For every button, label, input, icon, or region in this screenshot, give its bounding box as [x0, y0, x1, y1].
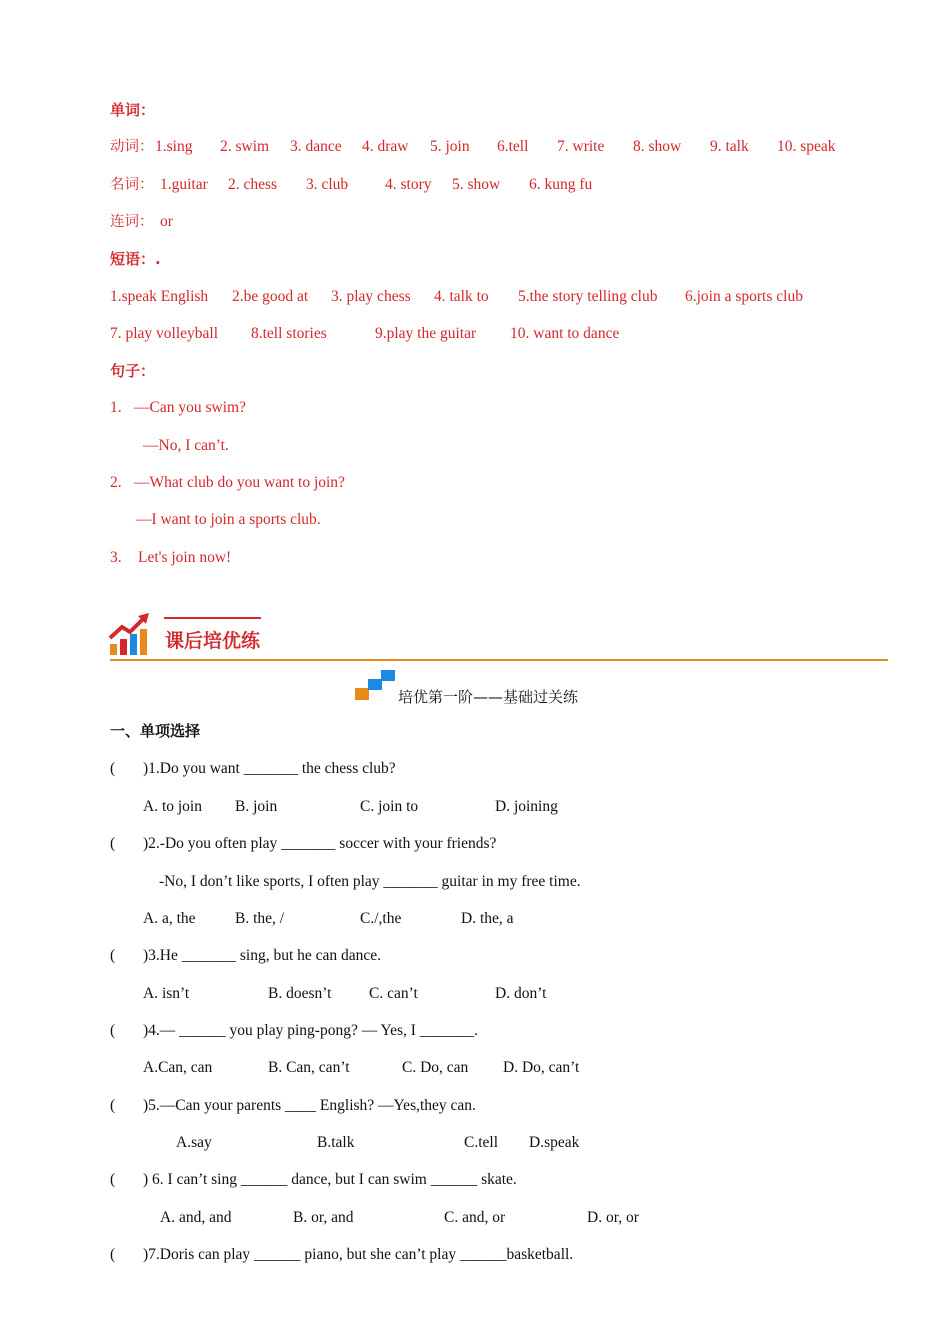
answer-paren: (	[110, 835, 116, 852]
question-text: )1.Do you want _______ the chess club?	[143, 760, 396, 777]
conj-item: or	[160, 213, 173, 230]
sentence-number: 2.	[110, 474, 122, 491]
verb-item: 1.sing	[155, 138, 193, 155]
answer-paren: (	[110, 1022, 116, 1039]
option: B. doesn’t	[268, 985, 332, 1002]
option: B. join	[235, 798, 278, 815]
option: D. joining	[495, 798, 558, 815]
verb-item: 6.tell	[497, 138, 529, 155]
sentence-number: 1.	[110, 399, 122, 416]
phrase-item: 3. play chess	[331, 288, 411, 305]
option: A. a, the	[143, 910, 196, 927]
chart-growth-icon	[108, 612, 152, 656]
question-text: )2.-Do you often play _______ soccer with your friends?	[143, 835, 497, 852]
answer-paren: (	[110, 760, 116, 777]
option: C.tell	[464, 1134, 499, 1151]
sentence-line: —What club do you want to join?	[134, 474, 345, 491]
verb-item: 10. speak	[777, 138, 836, 155]
question-text: )4.— ______ you play ping-pong? — Yes, I _______.	[143, 1022, 478, 1039]
phrase-item: 8.tell stories	[251, 325, 327, 342]
verb-item: 9. talk	[710, 138, 749, 155]
option: A. isn’t	[143, 985, 190, 1002]
section-title: 课后培优练	[165, 630, 261, 652]
phrase-item: 9.play the guitar	[375, 325, 477, 342]
sentence-line: —I want to join a sports club.	[136, 511, 321, 528]
sentence-line: —No, I can’t.	[143, 437, 229, 454]
option: D. Do, can’t	[503, 1059, 580, 1076]
sentence-number: 3.	[110, 549, 122, 566]
stairs-icon	[354, 670, 396, 704]
phrase-item: 4. talk to	[434, 288, 489, 305]
verb-item: 7. write	[557, 138, 605, 155]
verb-item: 5. join	[430, 138, 470, 155]
section-rule	[110, 659, 888, 661]
option: A. and, and	[160, 1209, 232, 1226]
conj-label: 连词：	[110, 214, 154, 230]
option: B.talk	[317, 1134, 355, 1151]
verbs-label: 动词：	[110, 139, 154, 155]
vocab-heading: 单词：	[110, 101, 156, 119]
option: D.speak	[529, 1134, 580, 1151]
sentence-line: —Can you swim?	[134, 399, 246, 416]
noun-item: 5. show	[452, 176, 501, 193]
noun-item: 1.guitar	[160, 176, 208, 193]
noun-item: 2. chess	[228, 176, 278, 193]
question-text: )5.—Can your parents ____ English? —Yes,they can.	[143, 1097, 476, 1114]
nouns-label: 名词：	[110, 177, 154, 193]
phrase-item: 1.speak English	[110, 288, 209, 305]
question-text: -No, I don’t like sports, I often play _______ guitar in my free time.	[159, 873, 581, 890]
question-text: )7.Doris can play ______ piano, but she can’t play ______basketball.	[143, 1246, 574, 1263]
option: B. Can, can’t	[268, 1059, 350, 1076]
verb-item: 3. dance	[290, 138, 342, 155]
subtitle: 培优第一阶——基础过关练	[398, 688, 579, 706]
option: C./,the	[360, 910, 402, 927]
verb-item: 8. show	[633, 138, 682, 155]
option: A.say	[176, 1134, 212, 1151]
option: A.Can, can	[143, 1059, 213, 1076]
phrase-item: 7. play volleyball	[110, 325, 219, 342]
option: D. don’t	[495, 985, 547, 1002]
answer-paren: (	[110, 947, 116, 964]
phrases-heading: 短语：.	[110, 250, 161, 268]
part-heading: 一、单项选择	[110, 722, 201, 740]
phrase-item: 5.the story telling club	[518, 288, 658, 305]
option: C. can’t	[369, 985, 418, 1002]
option: C. join to	[360, 798, 419, 815]
answer-paren: (	[110, 1097, 116, 1114]
verb-item: 4. draw	[362, 138, 409, 155]
option: D. the, a	[461, 910, 514, 927]
answer-paren: (	[110, 1171, 116, 1188]
option: C. and, or	[444, 1209, 506, 1226]
option: C. Do, can	[402, 1059, 469, 1076]
sentence-line: Let's join now!	[138, 549, 232, 566]
answer-paren: (	[110, 1246, 116, 1263]
noun-item: 4. story	[385, 176, 432, 193]
verb-item: 2. swim	[220, 138, 270, 155]
phrase-item: 10. want to dance	[510, 325, 620, 342]
option: A. to join	[143, 798, 202, 815]
option: D. or, or	[587, 1209, 639, 1226]
sentences-heading: 句子：	[110, 362, 156, 380]
option: B. or, and	[293, 1209, 354, 1226]
question-text: )3.He _______ sing, but he can dance.	[143, 947, 382, 964]
phrase-item: 6.join a sports club	[685, 288, 803, 305]
question-text: ) 6. I can’t sing ______ dance, but I can swim ______ skate.	[143, 1171, 517, 1188]
title-overline	[164, 617, 261, 619]
noun-item: 6. kung fu	[529, 176, 593, 193]
option: B. the, /	[235, 910, 285, 927]
phrase-item: 2.be good at	[232, 288, 309, 305]
noun-item: 3. club	[306, 176, 349, 193]
